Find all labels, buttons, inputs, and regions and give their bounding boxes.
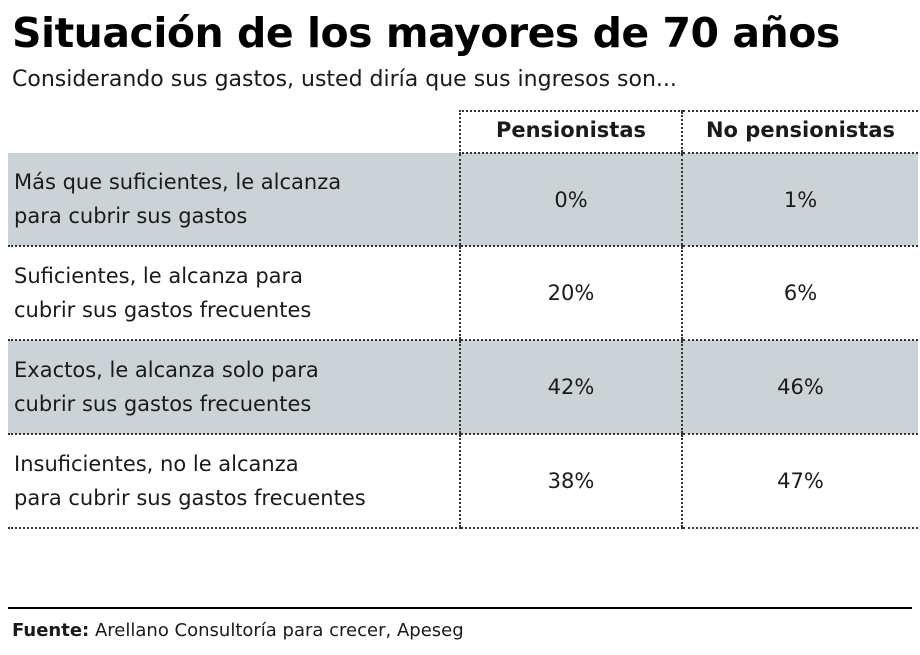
row-label-line1: Más que suficientes, le alcanza (14, 170, 342, 195)
table-row (8, 246, 918, 340)
row-value-pensionistas: 42% (460, 340, 682, 434)
row-label (8, 246, 460, 340)
row-label-line2: cubrir sus gastos frecuentes (14, 392, 312, 417)
table-row (8, 434, 918, 528)
row-value-pensionistas: 0% (460, 153, 682, 246)
source-note (12, 620, 464, 641)
row-label-line1: Suficientes, le alcanza para (14, 264, 304, 289)
page-title: Situación de los mayores de 70 años (12, 9, 840, 57)
row-value-no-pensionistas: 6% (682, 246, 918, 340)
page-subtitle: Considerando sus gastos, usted diría que sus ingresos son... (12, 67, 677, 93)
row-value-no-pensionistas: 47% (682, 434, 918, 528)
row-label (8, 434, 460, 528)
row-value-pensionistas: 20% (460, 246, 682, 340)
column-header-blank (8, 111, 460, 153)
source-text: Arellano Consultoría para crecer, Apeseg (94, 620, 464, 641)
table-row (8, 340, 918, 434)
table-body (8, 153, 918, 528)
row-label-line2: para cubrir sus gastos frecuentes (14, 486, 366, 511)
table-row (8, 153, 918, 246)
table-header (8, 111, 918, 153)
row-label-line1: Insuficientes, no le alcanza (14, 452, 299, 477)
source-label: Fuente: (12, 620, 90, 641)
footer-divider (8, 607, 912, 609)
column-header-pensionistas: Pensionistas (460, 111, 682, 153)
row-label-line2: para cubrir sus gastos (14, 204, 248, 229)
survey-table (8, 110, 918, 529)
row-value-pensionistas: 38% (460, 434, 682, 528)
row-label (8, 340, 460, 434)
row-label-line2: cubrir sus gastos frecuentes (14, 298, 312, 323)
row-label (8, 153, 460, 246)
row-label-line1: Exactos, le alcanza solo para (14, 358, 319, 383)
row-value-no-pensionistas: 1% (682, 153, 918, 246)
column-header-no-pensionistas: No pensionistas (682, 111, 918, 153)
row-value-no-pensionistas: 46% (682, 340, 918, 434)
